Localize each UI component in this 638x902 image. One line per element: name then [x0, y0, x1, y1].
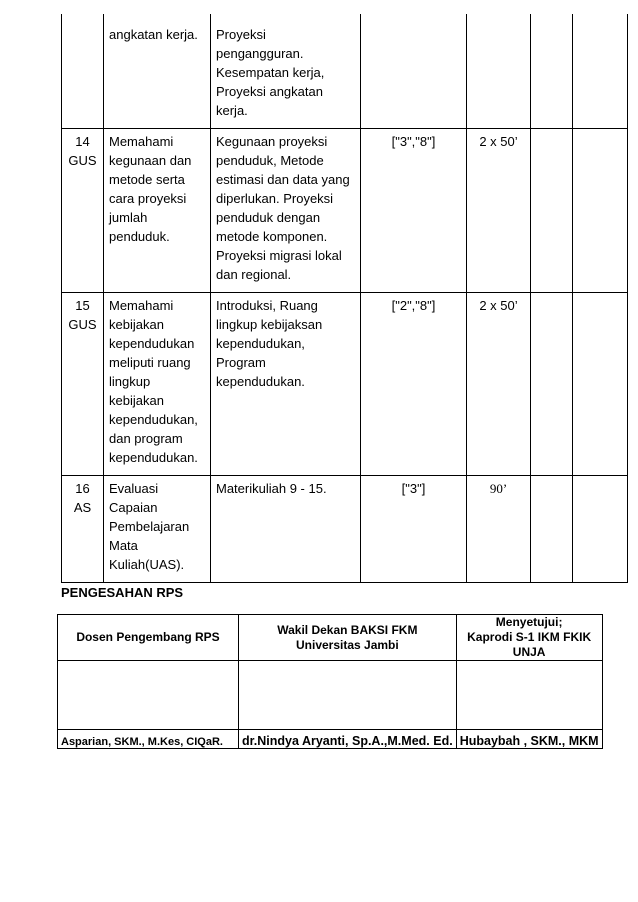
approval-col1-title: Dosen Pengembang RPS: [58, 615, 239, 661]
signature-row: [58, 661, 603, 730]
material-line: Kesempatan kerja,: [216, 65, 325, 80]
material-line: dan regional.: [216, 267, 292, 282]
learning-goal-cell: [104, 14, 211, 129]
goal-line: angkatan kerja.: [109, 27, 198, 42]
goal-line: dan program: [109, 431, 183, 446]
session-number-cell: [62, 476, 104, 583]
references-value: ["2","8"]: [391, 298, 436, 313]
material-line: Kegunaan proyeksi: [216, 134, 328, 149]
material-line: kependudukan,: [216, 336, 305, 351]
signature-space-1: [58, 661, 239, 730]
session-code: GUS: [68, 317, 97, 332]
goal-line: metode serta: [109, 172, 185, 187]
rps-schedule-table: [61, 14, 628, 583]
goal-line: kependudukan.: [109, 450, 198, 465]
duration-value: 90’: [489, 481, 508, 496]
duration-value: 2 x 50’: [479, 134, 518, 149]
session-number: 15: [75, 298, 90, 313]
learning-goal-cell: [104, 129, 211, 293]
material-line: estimasi dan data yang: [216, 172, 350, 187]
session-number-cell: [62, 14, 104, 129]
material-line: kerja.: [216, 103, 248, 118]
signature-space-3: [456, 661, 602, 730]
material-cell: [211, 129, 361, 293]
material-line: penduduk, Metode: [216, 153, 324, 168]
material-cell: [211, 476, 361, 583]
goal-line: kegunaan dan: [109, 153, 192, 168]
duration-cell: [467, 129, 531, 293]
approval-header-row: [58, 615, 603, 661]
duration-cell: [467, 14, 531, 129]
table-row: [62, 129, 628, 293]
goal-line: Evaluasi: [109, 481, 159, 496]
references-value: ["3"]: [401, 481, 426, 496]
table-row: [62, 293, 628, 476]
session-number-cell: [62, 129, 104, 293]
goal-line: Capaian: [109, 500, 158, 515]
material-line: Materikuliah 9 - 15.: [216, 481, 327, 496]
goal-line: lingkup: [109, 374, 151, 389]
approval-col3-title: Menyetujui; Kaprodi S-1 IKM FKIK UNJA: [456, 615, 602, 661]
goal-line: Pembelajaran: [109, 519, 190, 534]
goal-line: kependudukan,: [109, 412, 198, 427]
table-row: [62, 476, 628, 583]
goal-line: jumlah: [109, 210, 148, 225]
goal-line: Memahami: [109, 298, 174, 313]
references-cell: [361, 129, 467, 293]
goal-line: penduduk.: [109, 229, 170, 244]
session-number: 16: [75, 481, 90, 496]
session-number-cell: [62, 293, 104, 476]
session-code: GUS: [68, 153, 97, 168]
session-code: AS: [73, 500, 92, 515]
empty-cell-2: [573, 293, 628, 476]
material-line: Proyeksi angkatan: [216, 84, 323, 99]
empty-cell-2: [573, 14, 628, 129]
goal-line: kependudukan: [109, 336, 195, 351]
references-cell: [361, 293, 467, 476]
approval-heading: PENGESAHAN RPS: [61, 585, 184, 600]
references-cell: [361, 14, 467, 129]
empty-cell-1: [531, 14, 573, 129]
material-line: penduduk dengan: [216, 210, 321, 225]
goal-line: Memahami: [109, 134, 174, 149]
session-number: 14: [75, 134, 90, 149]
goal-line: kebijakan: [109, 317, 164, 332]
empty-cell-2: [573, 129, 628, 293]
duration-value: 2 x 50’: [479, 298, 518, 313]
signature-space-2: [239, 661, 457, 730]
references-value: ["3","8"]: [391, 134, 436, 149]
learning-goal-cell: [104, 476, 211, 583]
goal-line: meliputi ruang: [109, 355, 191, 370]
material-cell: [211, 293, 361, 476]
material-line: Proyeksi migrasi lokal: [216, 248, 342, 263]
signer-name-1: Asparian, SKM., M.Kes, CIQaR.: [58, 730, 239, 749]
duration-cell: [467, 293, 531, 476]
names-row: [58, 730, 603, 749]
empty-cell-1: [531, 293, 573, 476]
goal-line: Mata: [109, 538, 138, 553]
material-line: kependudukan.: [216, 374, 305, 389]
material-line: Program: [216, 355, 266, 370]
empty-cell-2: [573, 476, 628, 583]
empty-cell-1: [531, 476, 573, 583]
approval-col2-title: Wakil Dekan BAKSI FKM Universitas Jambi: [239, 615, 457, 661]
material-line: pengangguran.: [216, 46, 304, 61]
goal-line: Kuliah(UAS).: [109, 557, 185, 572]
goal-line: cara proyeksi: [109, 191, 187, 206]
duration-cell: [467, 476, 531, 583]
material-line: Introduksi, Ruang: [216, 298, 318, 313]
material-cell: [211, 14, 361, 129]
material-line: diperlukan. Proyeksi: [216, 191, 334, 206]
material-line: metode komponen.: [216, 229, 328, 244]
material-line: Proyeksi: [216, 27, 266, 42]
approval-table: [57, 614, 603, 749]
learning-goal-cell: [104, 293, 211, 476]
material-line: lingkup kebijaksan: [216, 317, 323, 332]
empty-cell-1: [531, 129, 573, 293]
references-cell: [361, 476, 467, 583]
table-row: [62, 14, 628, 129]
goal-line: kebijakan: [109, 393, 164, 408]
signer-name-3: Hubaybah , SKM., MKM: [456, 730, 602, 749]
signer-name-2: dr.Nindya Aryanti, Sp.A.,M.Med. Ed.: [239, 730, 457, 749]
